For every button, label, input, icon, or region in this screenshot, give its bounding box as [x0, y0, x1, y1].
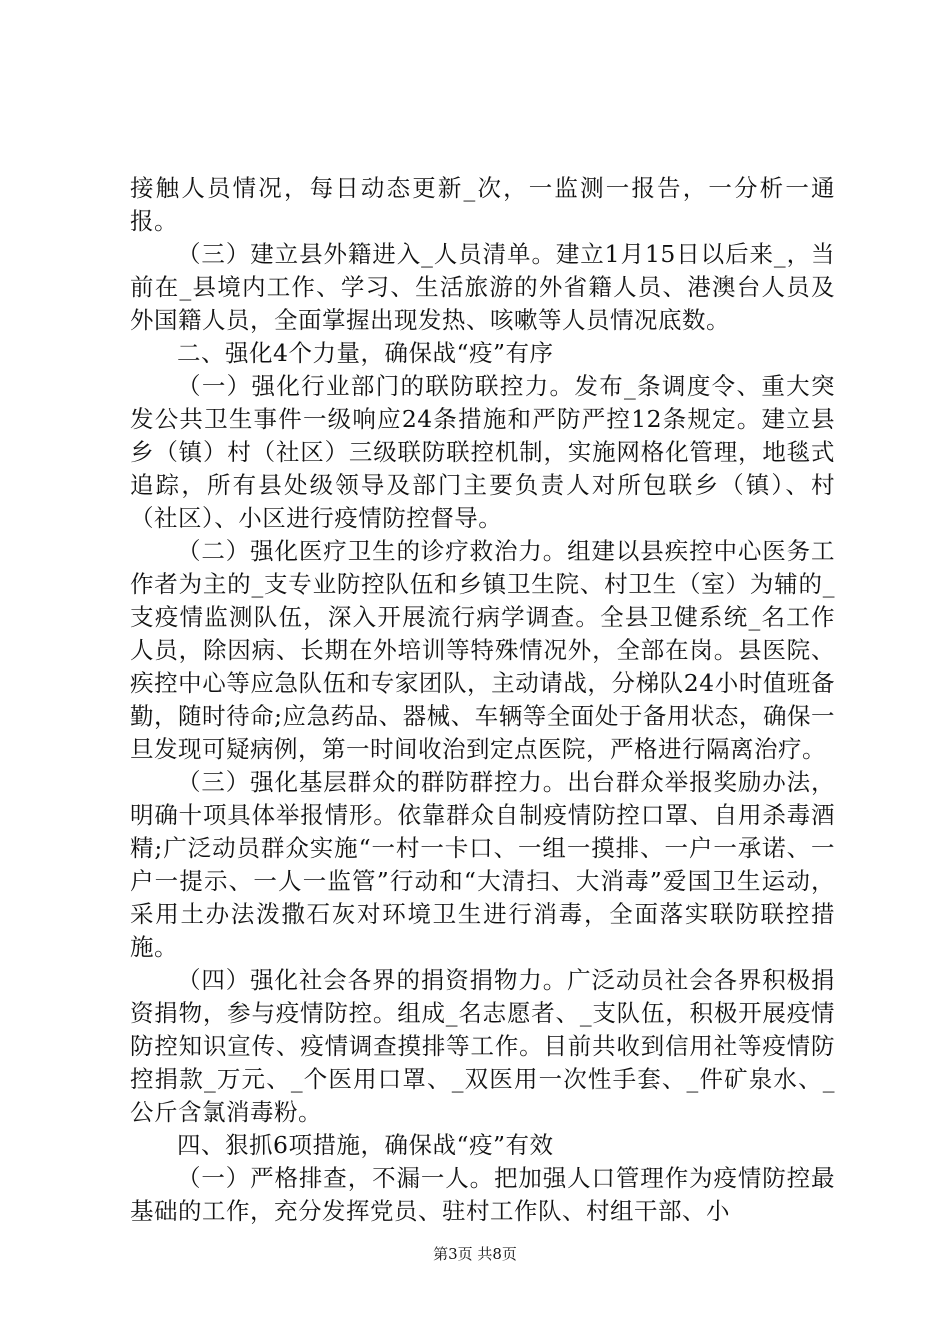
- paragraph-contact-tracing-continued: 接触人员情况，每日动态更新_次，一监测一报告，一分析一通报。: [130, 174, 835, 235]
- paragraph-medical-treatment: （二）强化医疗卫生的诊疗救治力。组建以县疾控中心医务工作者为主的_支专业防控队伍和乡镇卫生院、村卫生（室）为辅的_支疫情监测队伍，深入开展流行病学调查。全县卫健系统_名工作人员，除因病、长期在外培训等特殊情况外，全部在岗。县医院、疾控中心等应急队伍和专家团队，主动请战，分梯队24小时值班备勤，随时待命;应急药品、器械、车辆等全面处于备用状态，确保一旦发现可疑病例，第一时间收治到定点医院，严格进行隔离治疗。: [130, 537, 835, 763]
- section-heading-four-forces: 二、强化4个力量，确保战“疫”有序: [177, 339, 554, 367]
- page-number-footer: 第3页 共8页: [433, 1245, 517, 1263]
- paragraph-grassroots-prevention: （三）强化基层群众的群防群控力。出台群众举报奖励办法，明确十项具体举报情形。依靠群众自制疫情防控口罩、自用杀毒酒精;广泛动员群众实施“一村一卡口、一组一摸排、一户一承诺、一户一提示、一人一监管”行动和“大清扫、大消毒”爱国卫生运动，采用土办法泼撒石灰对环境卫生进行消毒，全面落实联防联控措施。: [130, 768, 835, 961]
- paragraph-social-donations: （四）强化社会各界的捐资捐物力。广泛动员社会各界积极捐资捐物，参与疫情防控。组成_名志愿者、_支队伍，积极开展疫情防控知识宣传、疫情调查摸排等工作。目前共收到信用社等疫情防控捐款_万元、_个医用口罩、_双医用一次性手套、_件矿泉水、_公斤含氯消毒粉。: [130, 966, 835, 1126]
- paragraph-nonlocal-personnel-list: （三）建立县外籍进入_人员清单。建立1月15日以后来_，当前在_县境内工作、学习、生活旅游的外省籍人员、港澳台人员及外国籍人员，全面掌握出现发热、咳嗽等人员情况底数。: [130, 240, 835, 334]
- document-body: [130, 172, 835, 1228]
- section-heading-six-measures: 四、狠抓6项措施，确保战“疫”有效: [177, 1131, 554, 1159]
- paragraph-strict-screening: （一）严格排查，不漏一人。把加强人口管理作为疫情防控最基础的工作，充分发挥党员、驻村工作队、村组干部、小: [130, 1164, 835, 1225]
- paragraph-joint-prevention: （一）强化行业部门的联防联控力。发布_条调度令、重大突发公共卫生事件一级响应24条措施和严防严控12条规定。建立县乡（镇）村（社区）三级联防联控机制，实施网格化管理，地毯式追踪，所有县处级领导及部门主要负责人对所包联乡（镇）、村（社区）、小区进行疫情防控督导。: [130, 372, 835, 532]
